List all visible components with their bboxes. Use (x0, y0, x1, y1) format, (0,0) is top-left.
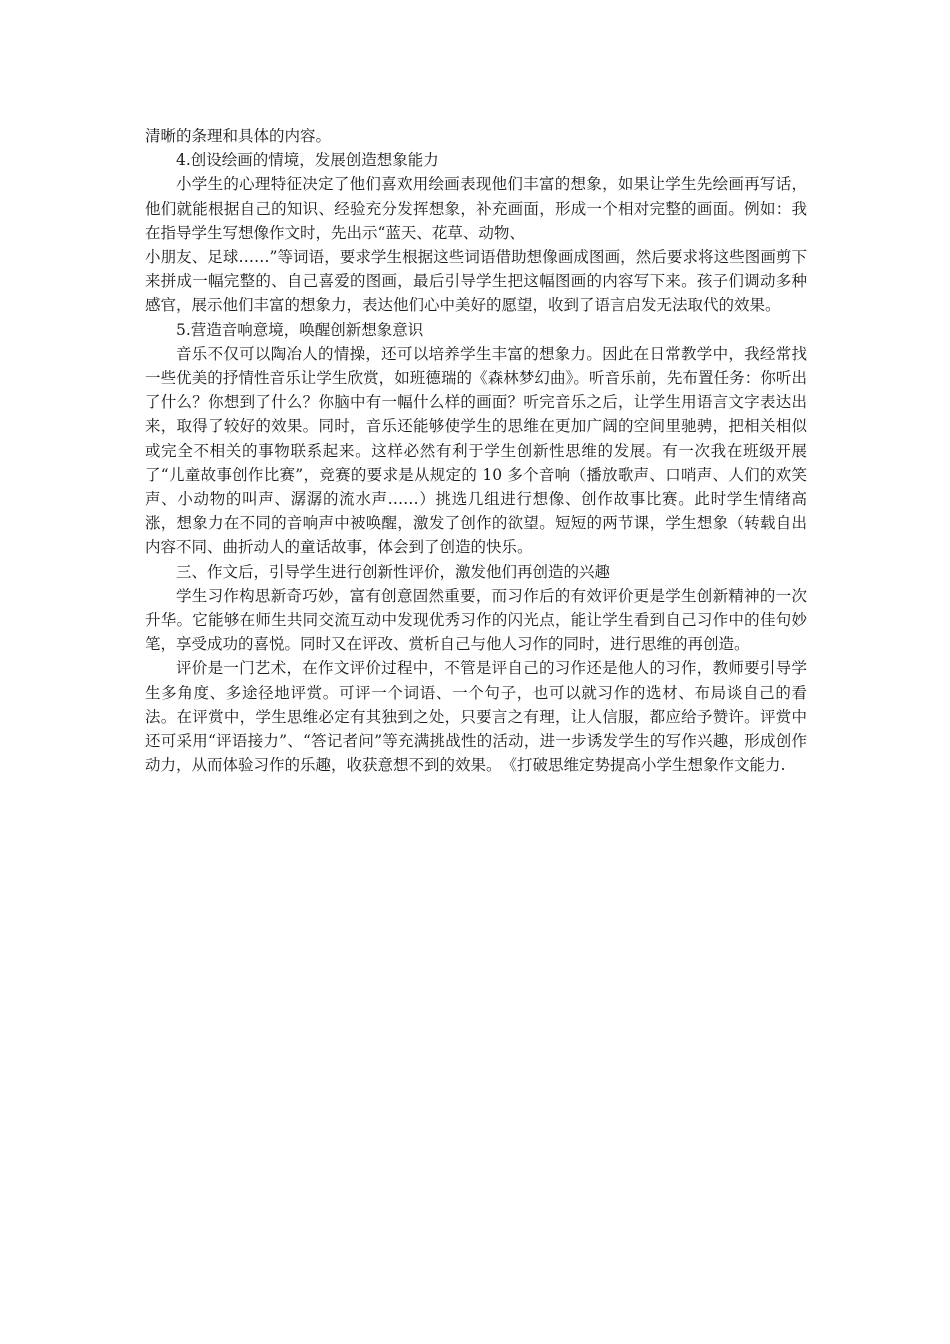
paragraph-drawing-situation: 小学生的心理特征决定了他们喜欢用绘画表现他们丰富的想象，如果让学生先绘画再写话，他们就能根据自己的知识、经验充分发挥想象，补充画面，形成一个相对完整的画面。例如：我在指导学生写想像作文时，先出示“蓝天、花草、动物、 (145, 175, 807, 242)
paragraph-music-imagination: 音乐不仅可以陶冶人的情操，还可以培养学生丰富的想象力。因此在日常教学中，我经常找一些优美的抒情性音乐让学生欣赏，如班德瑞的《森林梦幻曲》。听音乐前，先布置任务：你听出了什么？你想到了什么？你脑中有一幅什么样的画面？听完音乐之后，让学生用语言文字表达出来，取得了较好的效果。同时，音乐还能够使学生的思维在更加广阔的空间里驰骋，把相关相似或完全不相关的事物联系起来。这样必然有利于学生创新性思维的发展。有一次我在班级开展了“儿童故事创作比赛”，竞赛的要求是从规定的 10 多个音响（播放歌声、口哨声、人们的欢笑声、小动物的叫声、潺潺的流水声……）挑选几组进行想像、创作故事比赛。此时学生情绪高涨，想象力在不同的音响声中被唤醒，激发了创作的欲望。短短的两节课，学生想象（转载自出内容不同、曲折动人的童话故事，体会到了创造的快乐。 (145, 344, 807, 557)
section-heading-5: 5.营造音响意境，唤醒创新想象意识 (176, 320, 424, 339)
paragraph-evaluation-importance: 学生习作构思新奇巧妙，富有创意固然重要，而习作后的有效评价更是学生创新精神的一次升华。它能够在师生共同交流互动中发现优秀习作的闪光点，能让学生看到自己习作中的佳句妙笔，享受成功的喜悦。同时又在评改、赏析自己与他人习作的同时，进行思维的再创造。 (145, 586, 807, 654)
section-heading-3: 三、作文后，引导学生进行创新性评价，激发他们再创造的兴趣 (176, 562, 611, 581)
paragraph-continuation: 清晰的条理和具体的内容。 (145, 127, 332, 145)
document-body (145, 124, 807, 777)
paragraph-drawing-continued: 小朋友、足球……”等词语，要求学生根据这些词语借助想像画成图画，然后要求将这些图画剪下来拼成一幅完整的、自己喜爱的图画，最后引导学生把这幅图画的内容写下来。孩子们调动多种感官，展示他们丰富的想象力，表达他们心中美好的愿望，收到了语言启发无法取代的效果。 (145, 248, 807, 315)
section-heading-4: 4.创设绘画的情境，发展创造想象能力 (176, 151, 439, 170)
paragraph-evaluation-art: 评价是一门艺术，在作文评价过程中，不管是评自己的习作还是他人的习作，教师要引导学生多角度、多途径地评赏。可评一个词语、一个句子，也可以就习作的选材、布局谈自己的看法。在评赏中，学生思维必定有其独到之处，只要言之有理，让人信服，都应给予赞许。评赏中还可采用“评语接力”、“答记者问”等充满挑战性的活动，进一步诱发学生的写作兴趣，形成创作动力，从而体验习作的乐趣，收获意想不到的效果。 《打破思维定势提高小学生想象作文能力. (145, 659, 807, 775)
